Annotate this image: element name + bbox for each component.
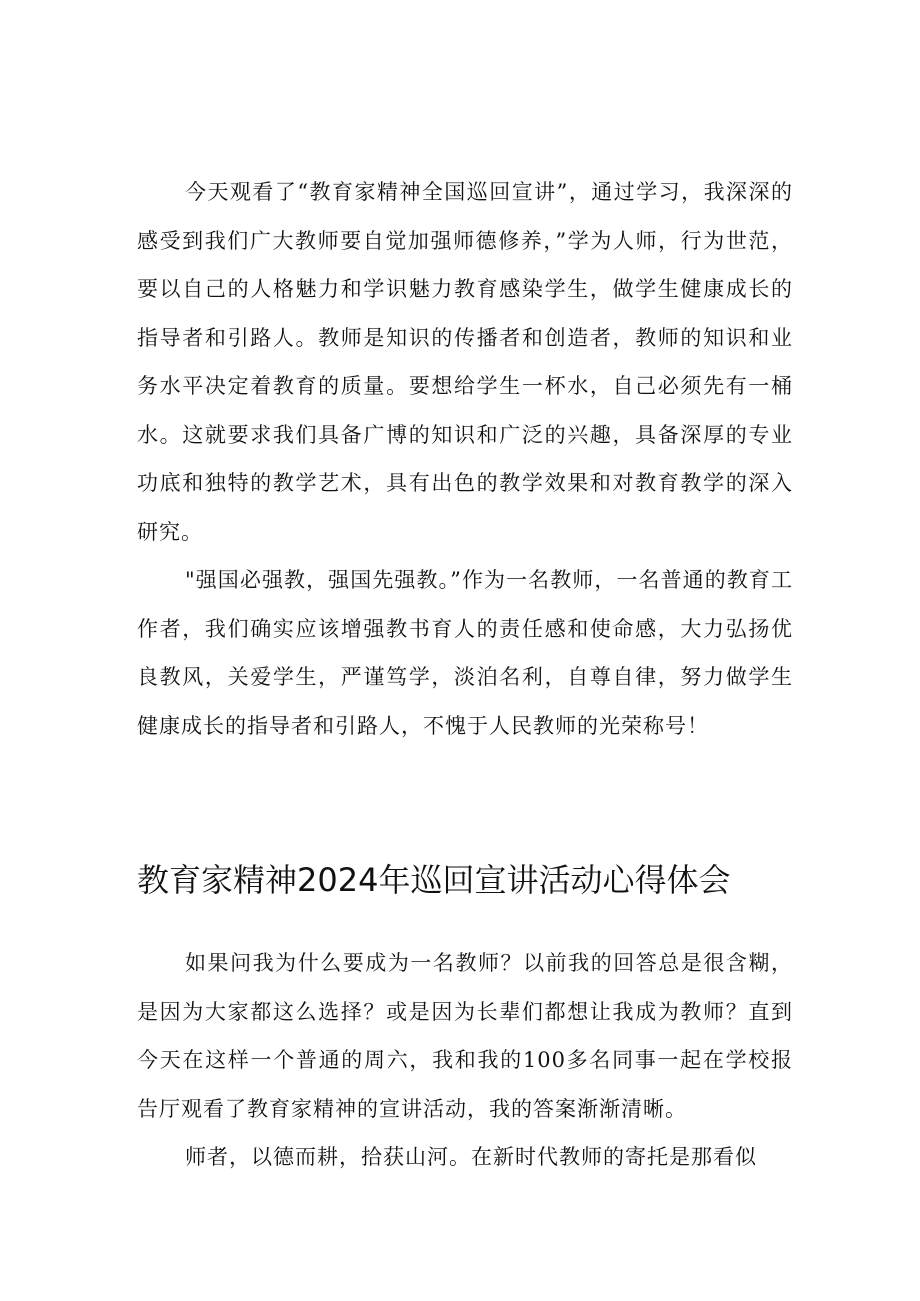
essay-section-1 [137,168,793,750]
essay-title: 教育家精神2024年巡回宣讲活动心得体会 [137,861,731,899]
body-paragraph: 师者，以德而耕，拾获山河。在新时代教师的寄托是那看似 [185,1145,757,1169]
essay-section-2 [137,939,793,1182]
body-paragraph: 如果问我为什么要成为一名教师？以前我的回答总是很含糊，是因为大家都这么选择？或是因为长辈们都想让我成为教师？直到今天在这样一个普通的周六，我和我的100多名同事一起在学校报告厅观看了教育家精神的宣讲活动，我的答案渐渐清晰。 [137,951,793,1121]
body-paragraph: "强国必强教，强国先强教。”作为一名教师，一名普通的教育工作者，我们确实应该增强教书育人的责任感和使命感，大力弘扬优良教风，关爱学生，严谨笃学，淡泊名利，自尊自律，努力做学生健康成长的指导者和引路人，不愧于人民教师的光荣称号！ [137,568,793,738]
body-paragraph: 今天观看了“教育家精神全国巡回宣讲”，通过学习，我深深的感受到我们广大教师要自觉加强师德修养，”学为人师，行为世范，要以自己的人格魅力和学识魅力教育感染学生，做学生健康成长的指导者和引路人。教师是知识的传播者和创造者，教师的知识和业务水平决定着教育的质量。要想给学生一杯水，自己必须先有一桶水。这就要求我们具备广博的知识和广泛的兴趣，具备深厚的专业功底和独特的教学艺术，具有出色的教学效果和对教育教学的深入研究。 [137,180,793,544]
